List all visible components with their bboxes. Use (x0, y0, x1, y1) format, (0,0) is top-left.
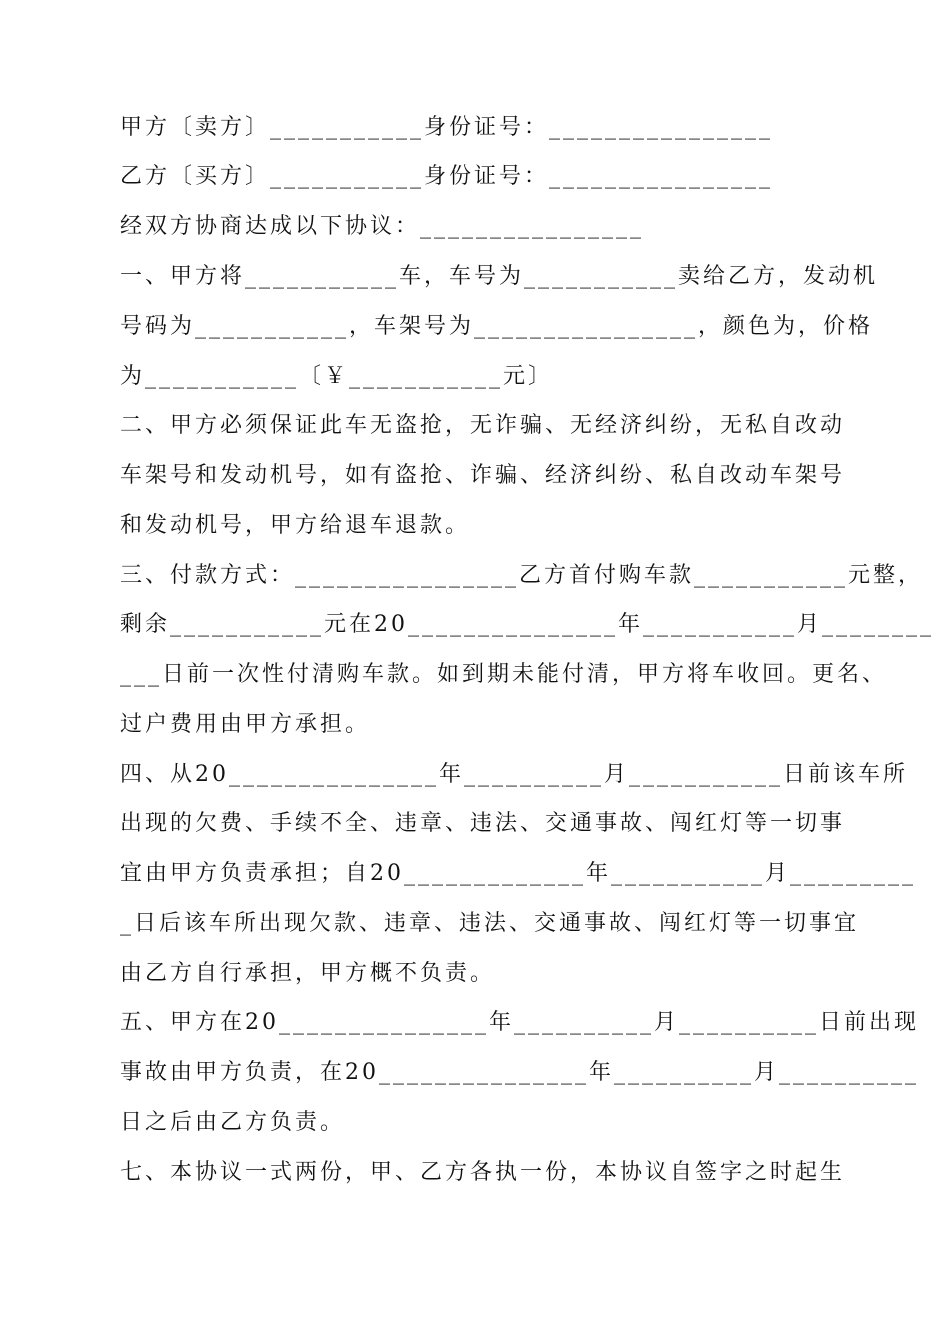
clause-5-line-1: 五、甲方在20_______________年__________月__________日前出现 (120, 1010, 919, 1035)
clause-3-line-1: 三、付款方式：________________乙方首付购车款___________元整， (120, 563, 924, 588)
clause-3-line-2: 剩余___________元在20_______________年___________月________ (120, 612, 934, 637)
clause-4-line-1: 四、从20_______________年__________月___________日前该车所 (120, 762, 908, 787)
clause-2-line-2: 车架号和发动机号，如有盗抢、诈骗、经济纠纷、私自改动车架号 (120, 463, 846, 488)
clause-3-line-4: 过户费用由甲方承担。 (120, 712, 371, 737)
clause-4-line-3: 宜由甲方负责承担；自20_____________年___________月_________ (120, 861, 916, 886)
clause-5-line-2: 事故由甲方负责，在20_______________年__________月__________ (120, 1060, 919, 1085)
buyer-line: 乙方〔买方〕___________身份证号：________________ (120, 164, 774, 189)
clause-1-line-2: 号码为___________，车架号为________________，颜色为，价格 (120, 314, 874, 339)
seller-line: 甲方〔卖方〕___________身份证号：________________ (120, 115, 774, 140)
clause-1-line-3: 为___________〔￥___________元〕 (120, 364, 554, 389)
clause-5-line-3: 日之后由乙方负责。 (120, 1110, 346, 1135)
clause-1-line-1: 一、甲方将___________车，车号为___________卖给乙方，发动机 (120, 264, 879, 289)
clause-2-line-3: 和发动机号，甲方给退车退款。 (120, 513, 471, 538)
clause-7-line-1: 七、本协议一式两份，甲、乙方各执一份，本协议自签字之时起生 (120, 1160, 846, 1185)
clause-3-line-3: ___日前一次性付清购车款。如到期未能付清，甲方将车收回。更名、 (120, 662, 888, 687)
clause-2-line-1: 二、甲方必须保证此车无盗抢，无诈骗、无经济纠纷，无私自改动 (120, 413, 846, 438)
clause-4-line-5: 由乙方自行承担，甲方概不负责。 (120, 961, 496, 986)
agreement-intro: 经双方协商达成以下协议：________________ (120, 214, 645, 239)
clause-4-line-2: 出现的欠费、手续不全、违章、违法、交通事故、闯红灯等一切事 (120, 811, 846, 836)
clause-4-line-4: _日后该车所出现欠款、违章、违法、交通事故、闯红灯等一切事宜 (120, 911, 860, 936)
